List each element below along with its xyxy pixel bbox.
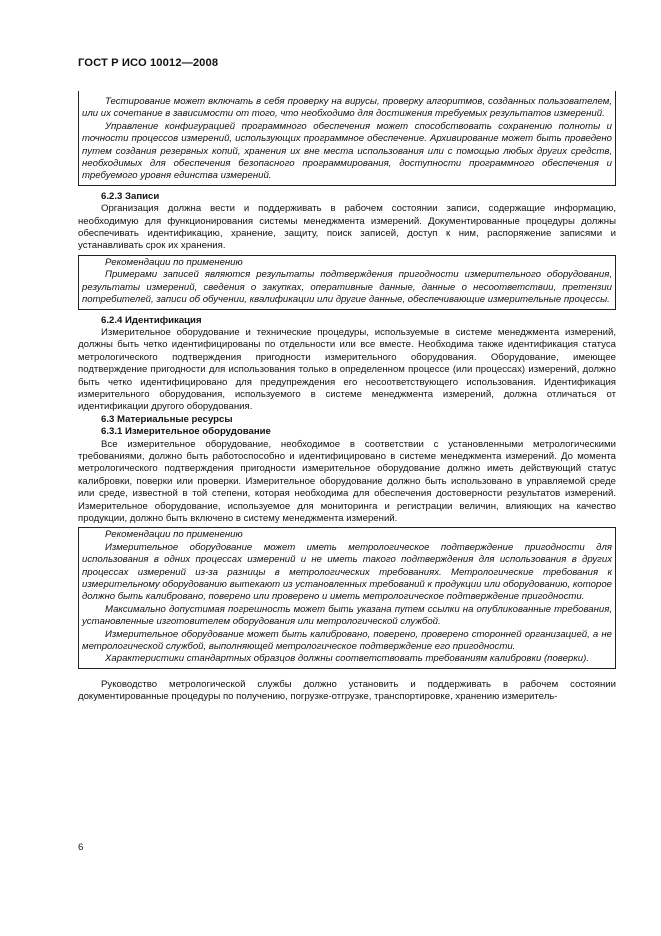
note-paragraph: Максимально допустимая погрешность может быть указана путем ссылки на опубликованные требования, установленные изготовителем оборудования или метрологической службой. bbox=[82, 603, 612, 628]
body-paragraph: Организация должна вести и поддерживать в рабочем состоянии записи, содержащие информацию, необходимую для функционирования системы менеджмента измерений. Документированные процедуры должны обеспечивать идентификацию, хранение, защиту, поиск записей, доступ к ним, распоряжение записями и устанавливать срок их хранения. bbox=[78, 203, 616, 252]
note-paragraph: Тестирование может включать в себя проверку на вирусы, проверку алгоритмов, созданных пользователем, или их сочетание в зависимости от того, что необходимо для достижения требуемых результатов измерений. bbox=[82, 96, 612, 120]
note-box-software bbox=[78, 91, 616, 186]
section-heading-material-resources: 6.3 Материальные ресурсы bbox=[101, 413, 233, 425]
note-paragraph: Примерами записей являются результаты подтверждения пригодности измерительного оборудования, результаты измерений, сведения о закупках, оперативные данные, данные о несоответствии, претензии потребителей, записи об обучении, квалификации или другие данные, обеспечивающие измерительные процессы. bbox=[82, 269, 612, 306]
page-number: 6 bbox=[78, 842, 84, 853]
document-header: ГОСТ Р ИСО 10012—2008 bbox=[78, 57, 219, 69]
note-paragraph: Управление конфигурацией программного обеспечения может способствовать сохранению полноты и точности процессов измерений, использующих программное обеспечение. Архивирование может быть проведено путем создания резервных копий, хранения их вне места использования или с помощью любых других средств, необходимых для обеспечения безопасного программирования, доступности программного обеспечения и требуемого уровня единства измерений. bbox=[82, 120, 612, 182]
note-box-equipment bbox=[78, 527, 616, 668]
section-heading-records: 6.2.3 Записи bbox=[101, 190, 160, 202]
section-heading-identification: 6.2.4 Идентификация bbox=[101, 314, 202, 326]
note-paragraph: Характеристики стандартных образцов должны соответствовать требованиям калибровки (поверки). bbox=[105, 653, 589, 665]
note-paragraph: Измерительное оборудование может быть калибровано, поверено, проверено сторонней организацией, а не метрологической службой, выполняющей метрологическое подтверждение его пригодности. bbox=[82, 628, 612, 653]
body-paragraph: Руководство метрологической службы должно установить и поддерживать в рабочем состоянии документированные процедуры по получению, погрузке-отгрузке, транспортировке, хранению измеритель- bbox=[78, 678, 616, 703]
body-paragraph: Измерительное оборудование и технические процедуры, используемые в системе менеджмента измерений, должны быть четко идентифицированы по отдельности или все вместе. Необходима также идентификация статуса метрологического подтверждения пригодности измерительного оборудования. Оборудование, имеющее подтверждение пригодности для использования только в определенном процессе (или процессах) измерений, должно быть четко идентифицировано для предупреждения его несоответствующего использования. Идентификация измерительного оборудования, используемого в системе менеджмента измерений, должна отличаться от идентификации другого оборудования. bbox=[78, 326, 616, 413]
note-box-records bbox=[78, 255, 616, 310]
section-heading-measuring-equipment: 6.3.1 Измерительное оборудование bbox=[101, 426, 271, 438]
document-body bbox=[78, 91, 616, 704]
body-paragraph: Все измерительное оборудование, необходимое в соответствии с установленными метрологическими требованиями, должно быть работоспособно и идентифицировано в системе менеджмента измерений. До момента метрологического подтверждения пригодности измерительное оборудование должно иметь действующий статус калибровки, поверки или проверки. Измерительное оборудование должно быть использовано в управляемой среде или среде, известной в той степени, которая необходима для обеспечения достоверности результатов измерений. Измерительное оборудование, используемое для мониторинга и регистрации величин, влияющих на качество продукции, должно быть включено в систему менеджмента измерений. bbox=[78, 438, 616, 524]
note-title: Рекомендации по применению bbox=[105, 256, 243, 268]
note-paragraph: Измерительное оборудование может иметь метрологическое подтверждение пригодности для использования в одних процессах измерений и не иметь такого подтверждения для использования в других процессах измерений из-за разницы в метрологических требованиях. Метрологические требования к измерительному оборудованию вытекают из установленных требований к продукции или оборудованию, которое должно быть калибровано, поверено или проверено и иметь метрологическое подтверждение пригодности. bbox=[82, 541, 612, 603]
note-title: Рекомендации по применению bbox=[105, 529, 243, 541]
